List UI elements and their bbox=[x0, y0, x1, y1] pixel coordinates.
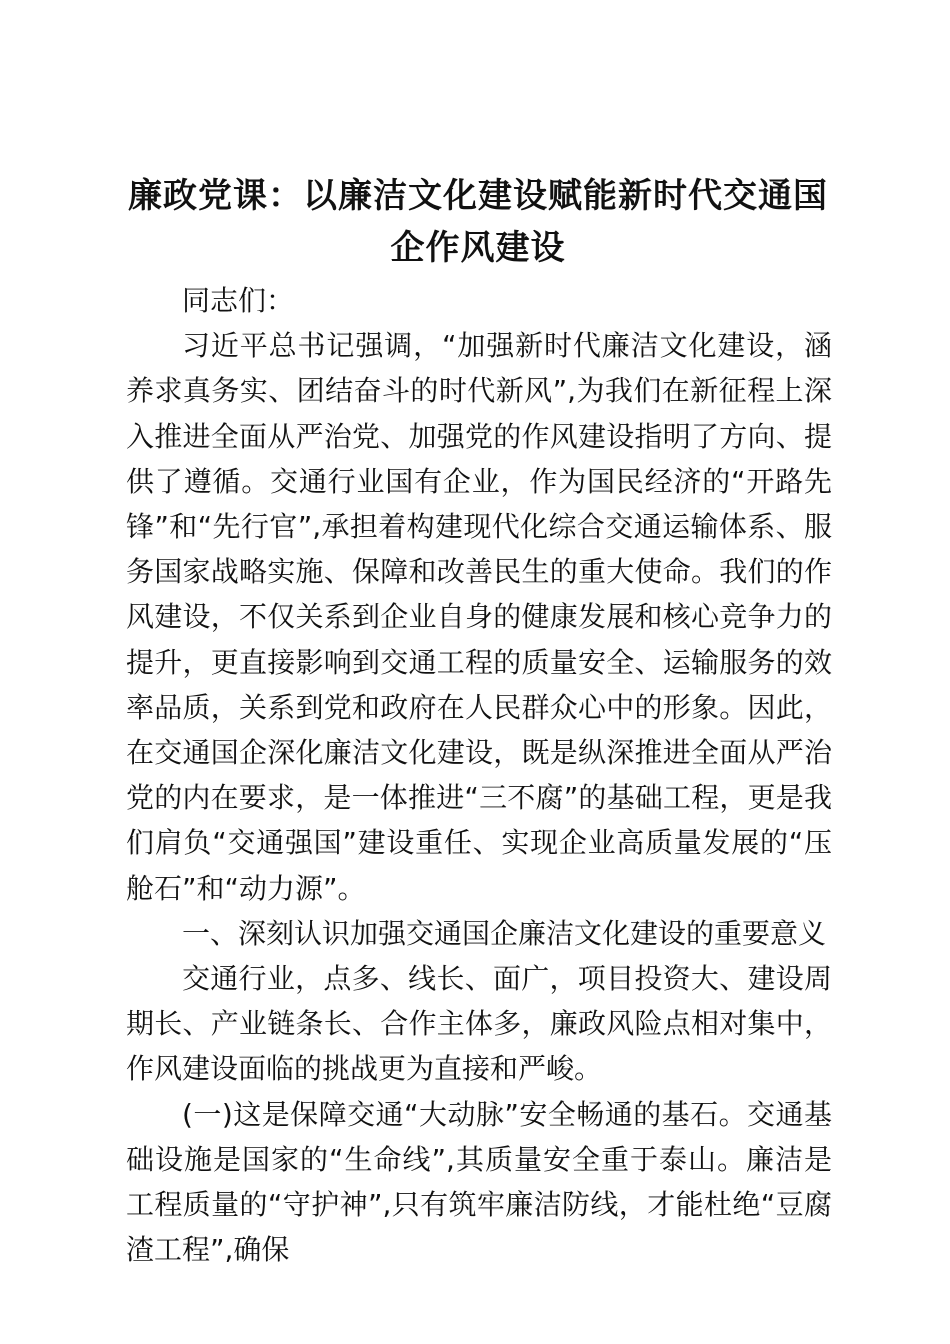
document-title bbox=[118, 170, 838, 274]
paragraph-section-1: 交通行业，点多、线长、面广，项目投资大、建设周期长、产业链条长、合作主体多，廉政风险点相对集中，作风建设面临的挑战更为直接和严峻。 bbox=[126, 962, 832, 1086]
paragraph-intro: 习近平总书记强调，“加强新时代廉洁文化建设，涵养求真务实、团结奋斗的时代新风”,为我们在新征程上深入推进全面从严治党、加强党的作风建设指明了方向、提供了遵循。交通行业国有企业，作为国民经济的“开路先锋”和“先行官”,承担着构建现代化综合交通运输体系、服务国家战略实施、保障和改善民生的重大使命。我们的作风建设，不仅关系到企业自身的健康发展和核心竞争力的提升，更直接影响到交通工程的质量安全、运输服务的效率品质，关系到党和政府在人民群众心中的形象。因此，在交通国企深化廉洁文化建设，既是纵深推进全面从严治党的内在要求，是一体推进“三不腐”的基础工程，更是我们肩负“交通强国”建设重任、实现企业高质量发展的“压舱石”和“动力源”。 bbox=[126, 329, 832, 905]
salutation: 同志们： bbox=[182, 284, 295, 317]
paragraph-subsection-1: (一)这是保障交通“大动脉”安全畅通的基石。交通基础设施是国家的“生命线”,其质量安全重于泰山。廉洁是工程质量的“守护神”,只有筑牢廉洁防线，才能杜绝“豆腐渣工程”,确保 bbox=[126, 1097, 832, 1267]
title-line-2: 企作风建设 bbox=[390, 228, 566, 268]
section-heading-1: 一、深刻认识加强交通国企廉洁文化建设的重要意义 bbox=[182, 916, 827, 950]
title-line-1: 廉政党课：以廉洁文化建设赋能新时代交通国 bbox=[128, 176, 828, 216]
document-body bbox=[126, 278, 832, 1272]
